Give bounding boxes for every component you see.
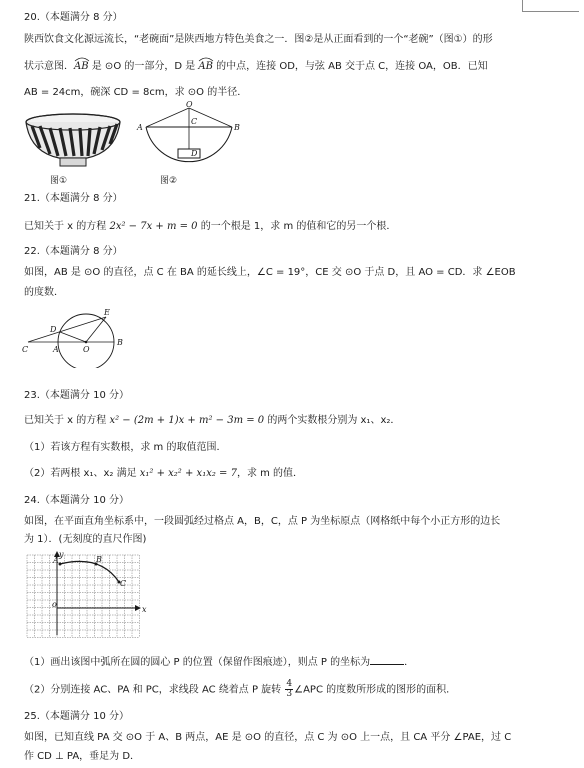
figure-q24-grid — [22, 549, 152, 639]
label-a: A — [53, 556, 59, 565]
label-b: B — [96, 555, 102, 564]
label-a: A — [53, 345, 59, 354]
figure2-caption: 图② — [160, 176, 178, 186]
q21-header: 21.（本题满分 8 分） — [24, 193, 123, 204]
q25-header: 25.（本题满分 10 分） — [24, 711, 129, 722]
figure-bowl-photo — [24, 112, 122, 170]
label-o: O — [83, 345, 90, 354]
label-c: C — [191, 117, 198, 126]
label-d: D — [50, 325, 57, 334]
label-c: C — [120, 579, 127, 588]
figure-bowl-diagram — [136, 100, 242, 170]
label-origin: o — [52, 600, 57, 609]
label-x: x — [142, 605, 147, 614]
label-b: B — [234, 123, 240, 132]
answer-blank[interactable] — [370, 655, 404, 665]
q23-part2-equation: x₁² + x₂² + x₁x₂ = 7 — [139, 468, 237, 479]
q24-header: 24.（本题满分 10 分） — [24, 495, 129, 506]
q20-text-line1: 陕西饮食文化源远流长，“老碗面”是陕西地方特色美食之一．图②是从正面看到的一个“老碗”（图①）的形 — [24, 34, 493, 45]
q20-text-line3: AB = 24cm，碗深 CD = 8cm，求 ⊙O 的半径． — [24, 87, 248, 98]
q23-equation: x² − (2m + 1)x + m² − 3m = 0 — [109, 415, 265, 426]
q23-part1: （1）若该方程有实数根，求 m 的取值范围． — [24, 442, 227, 453]
arc-ab-2: AB — [198, 60, 213, 74]
q21-text: 已知关于 x 的方程 2x² − 7x + m = 0 的一个根是 1，求 m 的值和它的另一个根． — [24, 221, 397, 232]
label-o: O — [186, 100, 193, 109]
q23-header: 23.（本题满分 10 分） — [24, 390, 129, 401]
q20-text-line2: 状示意图．AB 是 ⊙O 的一部分，D 是 AB 的中点，连接 OD，与弦 AB 交于点 C，连接 OA，OB．已知 — [24, 60, 488, 74]
figure-q22-circle — [20, 306, 130, 368]
q22-header: 22.（本题满分 8 分） — [24, 246, 123, 257]
q24-text-line2: 为 1）．(无刻度的直尺作图) — [24, 534, 147, 545]
q24-part1: （1）画出该图中弧所在圆的圆心 P 的位置（保留作图痕迹），则点 P 的坐标为 ． — [24, 657, 415, 668]
q22-text-line1: 如图，AB 是 ⊙O 的直径，点 C 在 BA 的延长线上，∠C = 19°，CE 交 ⊙O 于点 D，且 AO = CD．求 ∠EOB — [24, 267, 516, 278]
page-corner-mark — [522, 0, 579, 12]
q23-text: 已知关于 x 的方程 x² − (2m + 1)x + m² − 3m = 0 的两个实数根分别为 x₁、x₂． — [24, 415, 401, 426]
q21-equation: 2x² − 7x + m = 0 — [109, 221, 198, 232]
label-y: y — [59, 550, 64, 559]
label-c: C — [22, 345, 29, 354]
q24-part2: （2）分别连接 AC、PA 和 PC，求线段 AC 绕着点 P 旋转 $\frac{4}{3}$ ∠APC 的度数所形成的图形的面积． — [24, 679, 457, 699]
q24-text-line1: 如图，在平面直角坐标系中，一段圆弧经过格点 A，B，C，点 P 为坐标原点（网格纸中每个小正方形的边长 — [24, 516, 501, 527]
q22-text-line2: 的度数． — [24, 287, 64, 298]
q25-text-line1: 如图，已知直线 PA 交 ⊙O 于 A、B 两点，AE 是 ⊙O 的直径，点 C 为 ⊙O 上一点，且 CA 平分 ∠PAE，过 C — [24, 732, 512, 743]
label-e: E — [104, 308, 110, 317]
label-b: B — [117, 338, 123, 347]
q23-part2: （2）若两根 x₁、x₂ 满足 x₁² + x₂² + x₁x₂ = 7，求 m 的值． — [24, 468, 304, 479]
q20-header: 20.（本题满分 8 分） — [24, 12, 123, 23]
label-a: A — [137, 123, 143, 132]
arc-ab: AB — [74, 60, 89, 74]
grid-lines — [27, 555, 140, 638]
fraction-four-thirds: $\frac{4}{3}$ — [286, 679, 293, 699]
figure1-caption: 图① — [50, 176, 68, 186]
q25-text-line2: 作 CD ⊥ PA，垂足为 D． — [24, 751, 141, 762]
label-d: D — [191, 149, 198, 158]
